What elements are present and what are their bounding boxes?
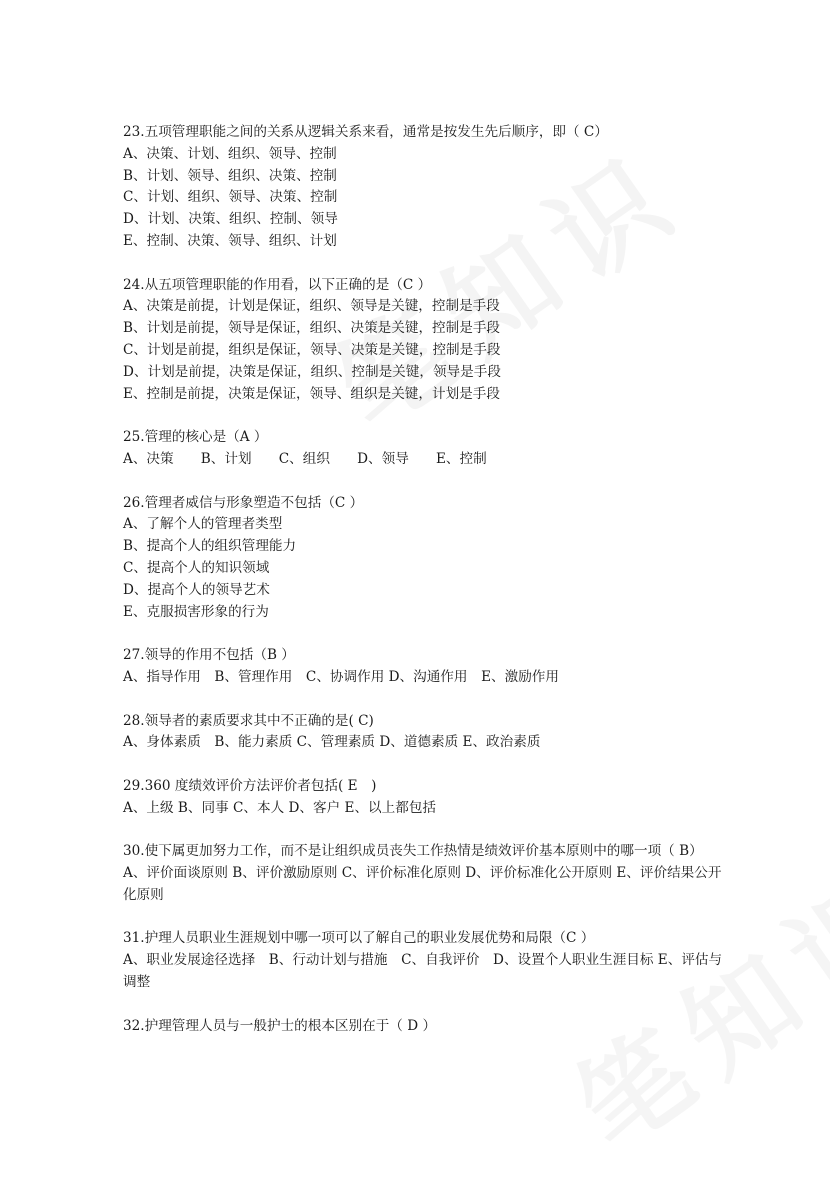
option: E、控制、决策、领导、组织、计划 [123, 232, 337, 249]
option: A、职业发展途径选择 B、行动计划与措施 C、自我评价 D、设置个人职业生涯目标 E、评估与调整 [123, 952, 723, 991]
question-29: 29.360 度绩效评价方法评价者包括( E ) [123, 777, 377, 794]
option: A、指导作用 B、管理作用 C、协调作用 D、沟通作用 E、激励作用 [123, 668, 559, 685]
option: D、计划是前提，决策是保证，组织、控制是关键，领导是手段 [123, 363, 501, 380]
question-24: 24.从五项管理职能的作用看，以下正确的是（C ） [123, 276, 432, 293]
question-30: 30.使下属更加努力工作，而不是让组织成员丧失工作热情是绩效评价基本原则中的哪一项（ B） [123, 843, 703, 860]
option: A、决策、计划、组织、领导、控制 [123, 145, 337, 162]
question-23: 23.五项管理职能之间的关系从逻辑关系来看，通常是按发生先后顺序，即（ C） [123, 124, 608, 140]
option: C、计划、组织、领导、决策、控制 [123, 189, 338, 206]
option: A、评价面谈原则 B、评价激励原则 C、评价标准化原则 D、评价标准化公开原则 E、评价结果公开化原则 [123, 865, 722, 903]
question-25: 25.管理的核心是（A ） [123, 429, 268, 446]
option: A、身体素质 B、能力素质 C、管理素质 D、道德素质 E、政治素质 [123, 734, 541, 751]
question-28: 28.领导者的素质要求其中不正确的是( C) [123, 712, 374, 729]
option: B、提高个人的组织管理能力 [123, 538, 297, 555]
option: D、提高个人的领导艺术 [123, 581, 270, 598]
question-32: 32.护理管理人员与一般护士的根本区别在于（ D ） [123, 1017, 437, 1034]
question-list [123, 122, 723, 1037]
option: E、控制是前提，决策是保证，领导、组织是关键，计划是手段 [123, 385, 500, 402]
question-27: 27.领导的作用不包括（B ） [123, 647, 295, 664]
option: D、计划、决策、组织、控制、领导 [123, 211, 338, 228]
option: B、计划、领导、组织、决策、控制 [123, 167, 337, 184]
option: A、上级 B、同事 C、本人 D、客户 E、以上都包括 [123, 799, 437, 816]
option: B、计划是前提，领导是保证，组织、决策是关键，控制是手段 [123, 320, 501, 337]
question-26: 26.管理者威信与形象塑造不包括（C ） [123, 494, 364, 511]
option: E、克服损害形象的行为 [123, 603, 269, 620]
option: C、提高个人的知识领域 [123, 559, 270, 576]
option: C、计划是前提，组织是保证，领导、决策是关键，控制是手段 [123, 341, 501, 358]
option: A、了解个人的管理者类型 [123, 516, 283, 533]
option: A、决策是前提，计划是保证，组织、领导是关键，控制是手段 [123, 298, 500, 315]
question-31: 31.护理人员职业生涯规划中哪一项可以了解自己的职业发展优势和局限（C ） [123, 930, 595, 947]
option: A、决策 B、计划 C、组织 D、领导 E、控制 [123, 450, 487, 467]
